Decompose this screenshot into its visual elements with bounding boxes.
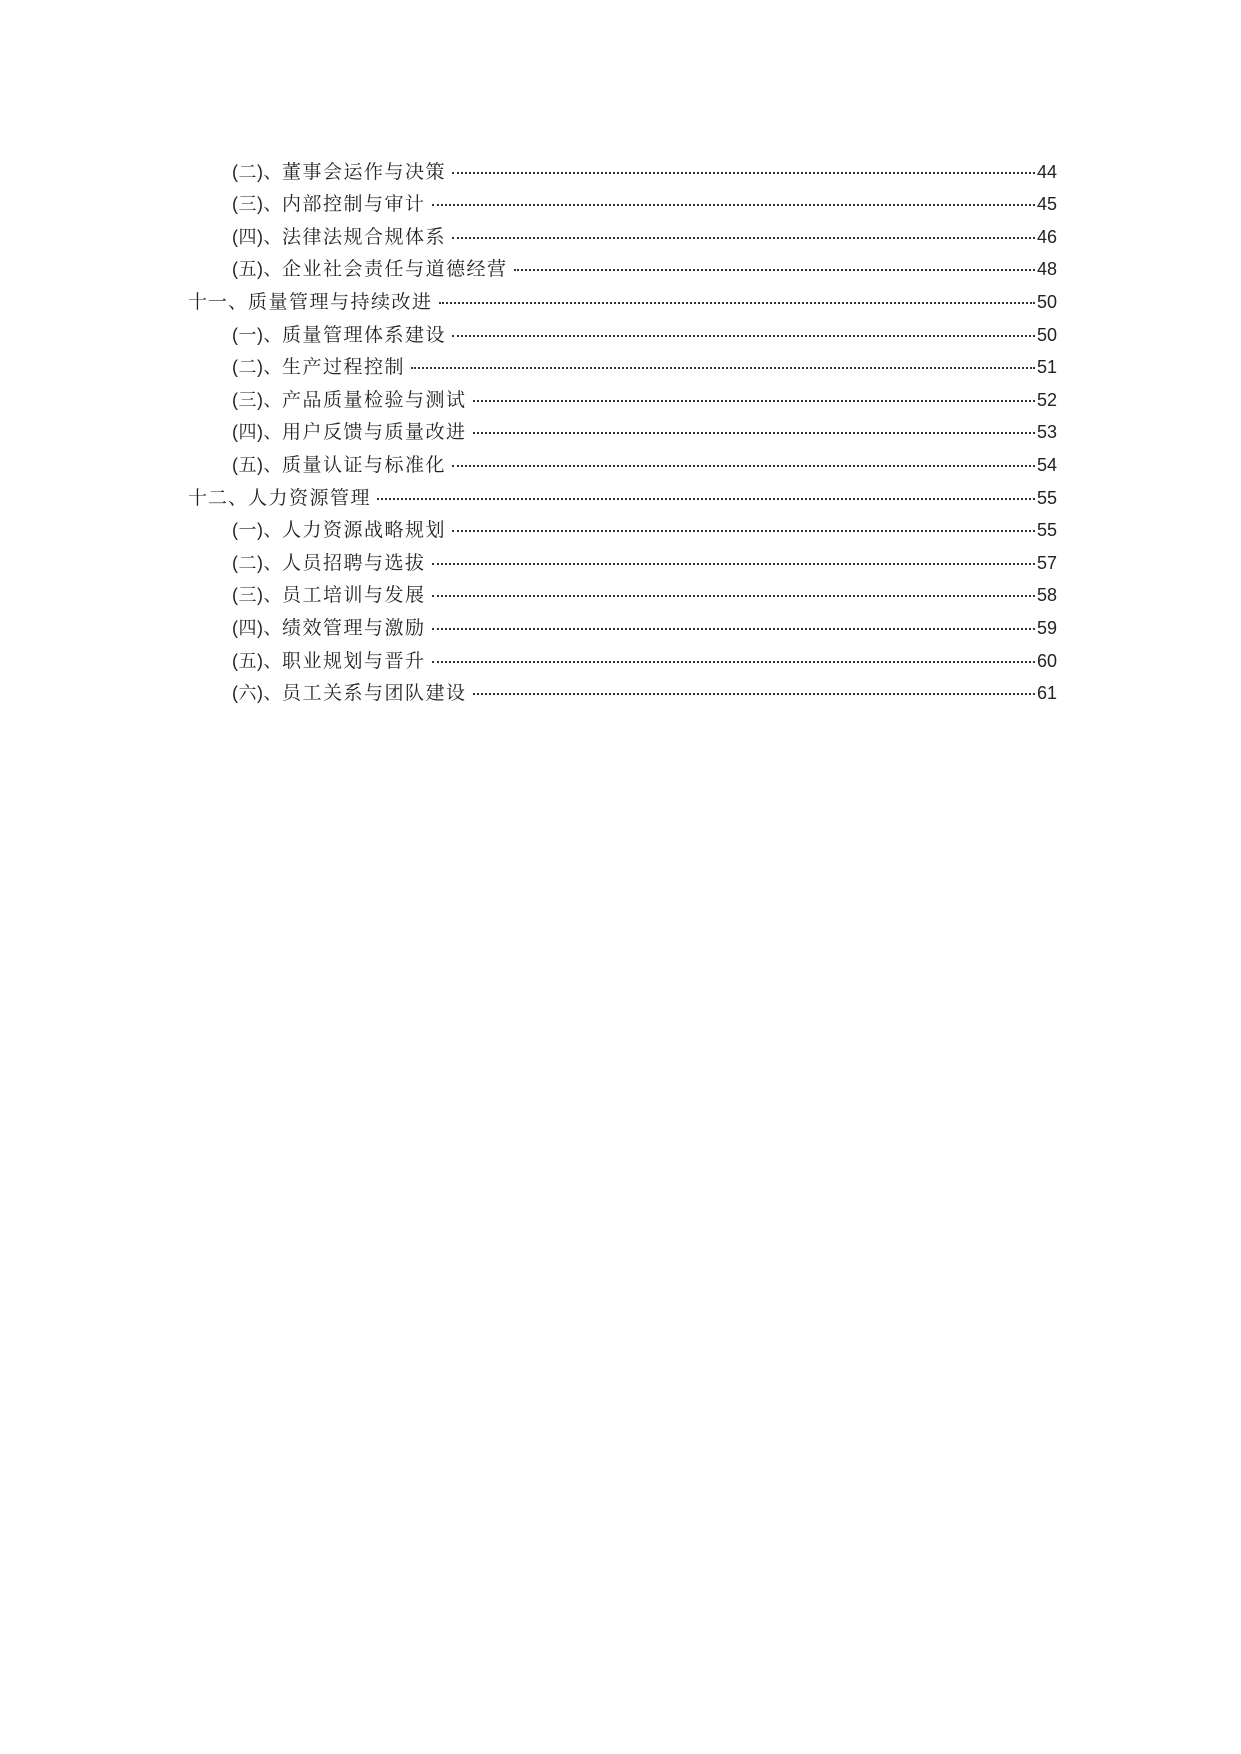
toc-entry-title: 生产过程控制 bbox=[282, 356, 406, 379]
toc-page-number: 60 bbox=[1036, 650, 1057, 671]
toc-entry-line bbox=[232, 613, 1241, 640]
toc-page-number: 55 bbox=[1036, 487, 1057, 508]
toc-entry-line bbox=[232, 548, 1241, 575]
toc-entry-number: (四)、 bbox=[232, 617, 282, 638]
toc-dot-leader bbox=[452, 237, 1035, 239]
toc-entry-number: (二)、 bbox=[232, 357, 282, 378]
table-of-contents bbox=[0, 151, 1241, 705]
toc-entry-title: 企业社会责任与道德经营 bbox=[282, 258, 508, 281]
toc-section-entry[interactable] bbox=[0, 412, 1241, 445]
toc-entry-title: 用户反馈与质量改进 bbox=[282, 421, 467, 444]
toc-dot-leader bbox=[452, 335, 1035, 337]
toc-dot-leader bbox=[432, 595, 1035, 597]
toc-page-number: 50 bbox=[1036, 324, 1057, 345]
toc-entry-line bbox=[232, 515, 1241, 542]
toc-entry-number: (三)、 bbox=[232, 585, 282, 606]
toc-entry-title: 质量管理与持续改进 bbox=[248, 290, 433, 313]
toc-entry-number: (三)、 bbox=[232, 389, 282, 410]
toc-section-entry[interactable] bbox=[0, 184, 1241, 217]
toc-page-number: 48 bbox=[1036, 259, 1057, 280]
toc-page-number: 53 bbox=[1036, 422, 1057, 443]
toc-entry-line bbox=[232, 450, 1241, 477]
toc-entry-number: (三)、 bbox=[232, 194, 282, 215]
toc-dot-leader bbox=[473, 400, 1035, 402]
toc-entry-title: 法律法规合规体系 bbox=[282, 225, 447, 248]
toc-dot-leader bbox=[514, 269, 1035, 271]
toc-entry-title: 内部控制与审计 bbox=[282, 193, 426, 216]
toc-entry-line bbox=[232, 222, 1241, 249]
toc-entry-title: 员工关系与团队建设 bbox=[282, 682, 467, 705]
toc-section-entry[interactable] bbox=[0, 640, 1241, 673]
toc-page-number: 58 bbox=[1036, 585, 1057, 606]
toc-entry-title: 人力资源管理 bbox=[248, 486, 372, 509]
toc-dot-leader bbox=[377, 498, 1035, 500]
toc-dot-leader bbox=[432, 661, 1035, 663]
toc-dot-leader bbox=[411, 367, 1035, 369]
toc-page-number: 45 bbox=[1036, 194, 1057, 215]
toc-page-number: 59 bbox=[1036, 617, 1057, 638]
toc-section-entry[interactable] bbox=[0, 347, 1241, 380]
toc-page-number: 57 bbox=[1036, 552, 1057, 573]
toc-section-entry[interactable] bbox=[0, 249, 1241, 282]
toc-dot-leader bbox=[432, 204, 1035, 206]
toc-entry-number: 十二、 bbox=[188, 486, 249, 509]
toc-entry-title: 人员招聘与选拔 bbox=[282, 551, 426, 574]
toc-entry-number: (一)、 bbox=[232, 520, 282, 541]
toc-section-entry[interactable] bbox=[0, 444, 1241, 477]
toc-entry-line bbox=[232, 417, 1241, 444]
toc-dot-leader bbox=[432, 628, 1035, 630]
toc-entry-number: (二)、 bbox=[232, 161, 282, 182]
toc-page-number: 46 bbox=[1036, 226, 1057, 247]
toc-entry-title: 产品质量检验与测试 bbox=[282, 388, 467, 411]
toc-entry-title: 人力资源战略规划 bbox=[282, 519, 447, 542]
toc-dot-leader bbox=[473, 432, 1035, 434]
toc-entry-line bbox=[232, 580, 1241, 607]
toc-page-number: 61 bbox=[1036, 683, 1057, 704]
toc-entry-line bbox=[232, 646, 1241, 673]
toc-entry-number: (一)、 bbox=[232, 324, 282, 345]
toc-page-number: 54 bbox=[1036, 454, 1057, 475]
toc-dot-leader bbox=[439, 302, 1035, 304]
toc-dot-leader bbox=[473, 693, 1035, 695]
toc-entry-number: (五)、 bbox=[232, 650, 282, 671]
toc-dot-leader bbox=[452, 465, 1035, 467]
toc-entry-line bbox=[232, 189, 1241, 216]
toc-section-entry[interactable] bbox=[0, 542, 1241, 575]
toc-dot-leader bbox=[432, 563, 1035, 565]
toc-page-number: 52 bbox=[1036, 389, 1057, 410]
toc-entry-line bbox=[232, 157, 1241, 184]
toc-section-entry[interactable] bbox=[0, 151, 1241, 184]
toc-dot-leader bbox=[452, 530, 1035, 532]
toc-section-entry[interactable] bbox=[0, 607, 1241, 640]
toc-entry-number: (四)、 bbox=[232, 226, 282, 247]
toc-entry-number: (五)、 bbox=[232, 259, 282, 280]
toc-dot-leader bbox=[452, 172, 1035, 174]
toc-section-entry[interactable] bbox=[0, 575, 1241, 608]
toc-entry-title: 员工培训与发展 bbox=[282, 584, 426, 607]
toc-section-entry[interactable] bbox=[0, 510, 1241, 543]
toc-chapter-entry[interactable] bbox=[0, 477, 1241, 510]
toc-entry-title: 职业规划与晋升 bbox=[282, 649, 426, 672]
toc-section-entry[interactable] bbox=[0, 673, 1241, 706]
toc-section-entry[interactable] bbox=[0, 216, 1241, 249]
toc-entry-title: 质量认证与标准化 bbox=[282, 453, 447, 476]
toc-entry-line bbox=[188, 483, 1241, 510]
toc-entry-title: 董事会运作与决策 bbox=[282, 160, 447, 183]
toc-entry-line bbox=[232, 385, 1241, 412]
toc-chapter-entry[interactable] bbox=[0, 281, 1241, 314]
toc-entry-number: 十一、 bbox=[188, 290, 249, 313]
toc-page-number: 50 bbox=[1036, 291, 1057, 312]
toc-entry-title: 绩效管理与激励 bbox=[282, 616, 426, 639]
toc-page-number: 55 bbox=[1036, 520, 1057, 541]
toc-entry-line bbox=[232, 352, 1241, 379]
toc-entry-line bbox=[232, 678, 1241, 705]
toc-entry-line bbox=[232, 254, 1241, 281]
toc-entry-line bbox=[232, 320, 1241, 347]
toc-entry-number: (五)、 bbox=[232, 454, 282, 475]
toc-page-number: 51 bbox=[1036, 357, 1057, 378]
toc-entry-number: (二)、 bbox=[232, 552, 282, 573]
toc-section-entry[interactable] bbox=[0, 379, 1241, 412]
toc-entry-title: 质量管理体系建设 bbox=[282, 323, 447, 346]
toc-page-number: 44 bbox=[1036, 161, 1057, 182]
toc-entry-number: (四)、 bbox=[232, 422, 282, 443]
toc-entry-number: (六)、 bbox=[232, 683, 282, 704]
toc-entry-line bbox=[188, 287, 1241, 314]
toc-section-entry[interactable] bbox=[0, 314, 1241, 347]
